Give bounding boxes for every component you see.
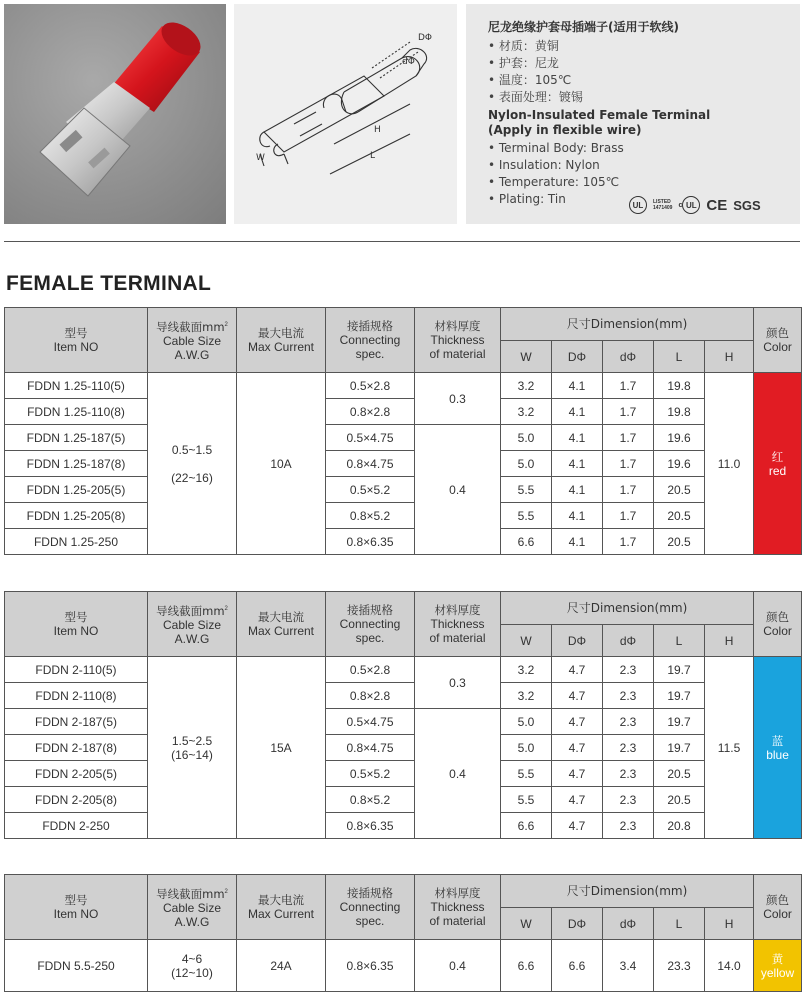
conn-spec: 0.8×4.75 xyxy=(326,735,415,761)
header-thickness: 材料厚度 Thickness of material xyxy=(415,592,501,657)
dim-D: 4.1 xyxy=(552,399,603,425)
dim-w: 6.6 xyxy=(501,529,552,555)
dim-w: 5.0 xyxy=(501,735,552,761)
dim-w: 5.0 xyxy=(501,425,552,451)
item-no: FDDN 1.25-250 xyxy=(5,529,148,555)
conn-spec: 0.8×2.8 xyxy=(326,399,415,425)
dim-l: 20.5 xyxy=(654,503,705,529)
item-no: FDDN 2-187(8) xyxy=(5,735,148,761)
dim-d: 1.7 xyxy=(603,373,654,399)
spec-item: • 护套：尼龙 xyxy=(488,56,559,70)
specs-title-cn: 尼龙绝缘护套母插端子(适用于软线) xyxy=(488,20,679,34)
thickness: 0.4 xyxy=(415,425,501,555)
certification-logos xyxy=(629,194,761,216)
header-current: 最大电流 Max Current xyxy=(237,875,326,940)
table-row xyxy=(5,529,802,555)
header-l: L xyxy=(654,908,705,940)
dim-d: 2.3 xyxy=(603,787,654,813)
item-no: FDDN 1.25-187(5) xyxy=(5,425,148,451)
cul-c: c xyxy=(678,201,683,209)
conn-spec: 0.8×6.35 xyxy=(326,940,415,992)
dim-d: 3.4 xyxy=(603,940,654,992)
header-l: L xyxy=(654,341,705,373)
conn-spec: 0.5×5.2 xyxy=(326,761,415,787)
cul-logo: UL xyxy=(682,196,700,214)
conn-spec: 0.8×6.35 xyxy=(326,813,415,839)
spec-table-2 xyxy=(4,591,802,839)
dim-l: 19.6 xyxy=(654,451,705,477)
header-l: L xyxy=(654,625,705,657)
header-cable: 导线截面$mm^2$ Cable Size A.W.G xyxy=(148,308,237,373)
max-current: 15A xyxy=(237,657,326,839)
dim-D: 4.7 xyxy=(552,683,603,709)
color-swatch-blue: 蓝 blue xyxy=(754,657,802,839)
spec-item: • Terminal Body: Brass xyxy=(488,141,624,155)
dim-d: 1.7 xyxy=(603,529,654,555)
item-no: FDDN 1.25-110(5) xyxy=(5,373,148,399)
header-conn: 接插规格 Connecting spec. xyxy=(326,875,415,940)
label-h: H xyxy=(374,125,381,135)
dim-w: 5.5 xyxy=(501,477,552,503)
dim-h: 11.5 xyxy=(705,657,754,839)
header-item: 型号 Item NO xyxy=(5,592,148,657)
table-row xyxy=(5,940,802,992)
dim-h: 11.0 xyxy=(705,373,754,555)
header-current: 最大电流 Max Current xyxy=(237,592,326,657)
table-row xyxy=(5,787,802,813)
header-conn: 接插规格 Connecting spec. xyxy=(326,308,415,373)
dim-d: 2.3 xyxy=(603,761,654,787)
dim-w: 5.0 xyxy=(501,451,552,477)
dim-l: 19.7 xyxy=(654,709,705,735)
table-row xyxy=(5,657,802,683)
dim-l: 19.7 xyxy=(654,683,705,709)
dim-w: 5.5 xyxy=(501,787,552,813)
item-no: FDDN 5.5-250 xyxy=(5,940,148,992)
header-D: DΦ xyxy=(552,625,603,657)
dim-l: 20.5 xyxy=(654,761,705,787)
thickness: 0.4 xyxy=(415,709,501,839)
spec-table-1.25 xyxy=(4,307,802,555)
dim-d: 1.7 xyxy=(603,399,654,425)
header-w: W xyxy=(501,625,552,657)
table-row xyxy=(5,477,802,503)
dim-D: 4.7 xyxy=(552,813,603,839)
specs-panel xyxy=(466,4,800,224)
table-row xyxy=(5,399,802,425)
dim-l: 19.8 xyxy=(654,399,705,425)
sgs-logo: SGS xyxy=(733,197,761,213)
header-D: DΦ xyxy=(552,908,603,940)
table-row xyxy=(5,683,802,709)
page-title: FEMALE TERMINAL xyxy=(6,272,212,295)
item-no: FDDN 1.25-187(8) xyxy=(5,451,148,477)
header-color: 颜色 Color xyxy=(754,592,802,657)
dim-l: 20.8 xyxy=(654,813,705,839)
item-no: FDDN 2-187(5) xyxy=(5,709,148,735)
item-no: FDDN 1.25-205(5) xyxy=(5,477,148,503)
divider xyxy=(4,241,800,242)
dim-w: 3.2 xyxy=(501,373,552,399)
cable-size: 4~6 (12~10) xyxy=(148,940,237,992)
header-conn: 接插规格 Connecting spec. xyxy=(326,592,415,657)
color-swatch-red: 红 red xyxy=(754,373,802,555)
product-photo xyxy=(4,4,226,224)
ce-logo: CE xyxy=(706,196,728,214)
header-d: dΦ xyxy=(603,625,654,657)
header-h: H xyxy=(705,625,754,657)
dim-l: 20.5 xyxy=(654,787,705,813)
table-row xyxy=(5,761,802,787)
table-row xyxy=(5,451,802,477)
dim-d: 2.3 xyxy=(603,709,654,735)
label-d-outer: DΦ xyxy=(418,33,433,43)
dim-l: 20.5 xyxy=(654,529,705,555)
item-no: FDDN 1.25-110(8) xyxy=(5,399,148,425)
dim-D: 4.1 xyxy=(552,503,603,529)
dim-w: 6.6 xyxy=(501,940,552,992)
spec-table-5.5 xyxy=(4,874,802,992)
conn-spec: 0.5×4.75 xyxy=(326,709,415,735)
dim-d: 1.7 xyxy=(603,425,654,451)
dim-h: 14.0 xyxy=(705,940,754,992)
dim-D: 4.7 xyxy=(552,735,603,761)
conn-spec: 0.8×4.75 xyxy=(326,451,415,477)
header-thickness: 材料厚度 Thickness of material xyxy=(415,308,501,373)
spec-item: • 材质：黄铜 xyxy=(488,39,559,53)
conn-spec: 0.8×5.2 xyxy=(326,787,415,813)
specs-list-cn xyxy=(488,38,583,106)
specs-title-en: Nylon-Insulated Female Terminal (Apply in flexible wire) xyxy=(488,108,711,137)
header-cable: 导线截面$mm^2$ Cable Size A.W.G xyxy=(148,592,237,657)
spec-item: • Temperature: 105℃ xyxy=(488,175,620,189)
conn-spec: 0.8×2.8 xyxy=(326,683,415,709)
dim-D: 4.1 xyxy=(552,425,603,451)
table-row xyxy=(5,813,802,839)
cable-size: 0.5~1.5 (22~16) xyxy=(148,373,237,555)
spec-item: • 表面处理：镀锡 xyxy=(488,90,583,104)
dim-w: 3.2 xyxy=(501,399,552,425)
header-dimension: 尺寸Dimension(mm) xyxy=(501,592,754,625)
item-no: FDDN 2-205(8) xyxy=(5,787,148,813)
header-current: 最大电流 Max Current xyxy=(237,308,326,373)
header-color: 颜色 Color xyxy=(754,875,802,940)
dim-w: 3.2 xyxy=(501,657,552,683)
header-item: 型号 Item NO xyxy=(5,875,148,940)
spec-item: • Plating: Tin xyxy=(488,192,566,206)
conn-spec: 0.8×5.2 xyxy=(326,503,415,529)
header-d: dΦ xyxy=(603,908,654,940)
label-l: L xyxy=(370,151,376,161)
dim-d: 2.3 xyxy=(603,813,654,839)
color-swatch-yellow: 黄 yellow xyxy=(754,940,802,992)
thickness: 0.4 xyxy=(415,940,501,992)
item-no: FDDN 1.25-205(8) xyxy=(5,503,148,529)
ul-listed-text: LISTED 1471409 xyxy=(653,199,673,211)
header-item: 型号 Item NO xyxy=(5,308,148,373)
dim-d: 1.7 xyxy=(603,503,654,529)
terminal-drawing xyxy=(234,4,457,224)
table-row xyxy=(5,373,802,399)
dim-D: 4.7 xyxy=(552,787,603,813)
header-D: DΦ xyxy=(552,341,603,373)
header-w: W xyxy=(501,341,552,373)
conn-spec: 0.5×2.8 xyxy=(326,657,415,683)
dim-d: 2.3 xyxy=(603,683,654,709)
table-row xyxy=(5,425,802,451)
spec-item: • 温度：105℃ xyxy=(488,73,572,87)
dim-l: 23.3 xyxy=(654,940,705,992)
spec-item: • Insulation: Nylon xyxy=(488,158,600,172)
item-no: FDDN 2-110(5) xyxy=(5,657,148,683)
dim-d: 2.3 xyxy=(603,735,654,761)
product-header xyxy=(0,0,812,230)
header-color: 颜色 Color xyxy=(754,308,802,373)
cable-size: 1.5~2.5 (16~14) xyxy=(148,657,237,839)
header-w: W xyxy=(501,908,552,940)
dim-w: 6.6 xyxy=(501,813,552,839)
dim-l: 20.5 xyxy=(654,477,705,503)
header-h: H xyxy=(705,341,754,373)
header-dimension: 尺寸Dimension(mm) xyxy=(501,308,754,341)
table-row xyxy=(5,735,802,761)
conn-spec: 0.8×6.35 xyxy=(326,529,415,555)
max-current: 24A xyxy=(237,940,326,992)
dim-l: 19.6 xyxy=(654,425,705,451)
dim-d: 1.7 xyxy=(603,451,654,477)
dim-D: 4.7 xyxy=(552,761,603,787)
table-row xyxy=(5,709,802,735)
label-w: W xyxy=(256,153,265,163)
label-d-inner: dΦ xyxy=(402,57,415,67)
dim-D: 4.1 xyxy=(552,529,603,555)
dim-D: 4.1 xyxy=(552,451,603,477)
dim-D: 6.6 xyxy=(552,940,603,992)
header-d: dΦ xyxy=(603,341,654,373)
dim-d: 2.3 xyxy=(603,657,654,683)
header-h: H xyxy=(705,908,754,940)
thickness: 0.3 xyxy=(415,373,501,425)
dim-d: 1.7 xyxy=(603,477,654,503)
dim-D: 4.1 xyxy=(552,477,603,503)
dim-w: 5.5 xyxy=(501,761,552,787)
dim-w: 5.5 xyxy=(501,503,552,529)
conn-spec: 0.5×5.2 xyxy=(326,477,415,503)
dim-D: 4.7 xyxy=(552,709,603,735)
item-no: FDDN 2-250 xyxy=(5,813,148,839)
thickness: 0.3 xyxy=(415,657,501,709)
conn-spec: 0.5×4.75 xyxy=(326,425,415,451)
dim-w: 5.0 xyxy=(501,709,552,735)
item-no: FDDN 2-205(5) xyxy=(5,761,148,787)
dim-l: 19.7 xyxy=(654,657,705,683)
specs-list-en xyxy=(488,140,624,208)
dim-l: 19.8 xyxy=(654,373,705,399)
item-no: FDDN 2-110(8) xyxy=(5,683,148,709)
header-dimension: 尺寸Dimension(mm) xyxy=(501,875,754,908)
ul-logo: UL xyxy=(629,196,647,214)
dim-w: 3.2 xyxy=(501,683,552,709)
dim-D: 4.1 xyxy=(552,373,603,399)
header-thickness: 材料厚度 Thickness of material xyxy=(415,875,501,940)
max-current: 10A xyxy=(237,373,326,555)
table-row xyxy=(5,503,802,529)
header-cable: 导线截面$mm^2$ Cable Size A.W.G xyxy=(148,875,237,940)
dim-l: 19.7 xyxy=(654,735,705,761)
dim-D: 4.7 xyxy=(552,657,603,683)
conn-spec: 0.5×2.8 xyxy=(326,373,415,399)
